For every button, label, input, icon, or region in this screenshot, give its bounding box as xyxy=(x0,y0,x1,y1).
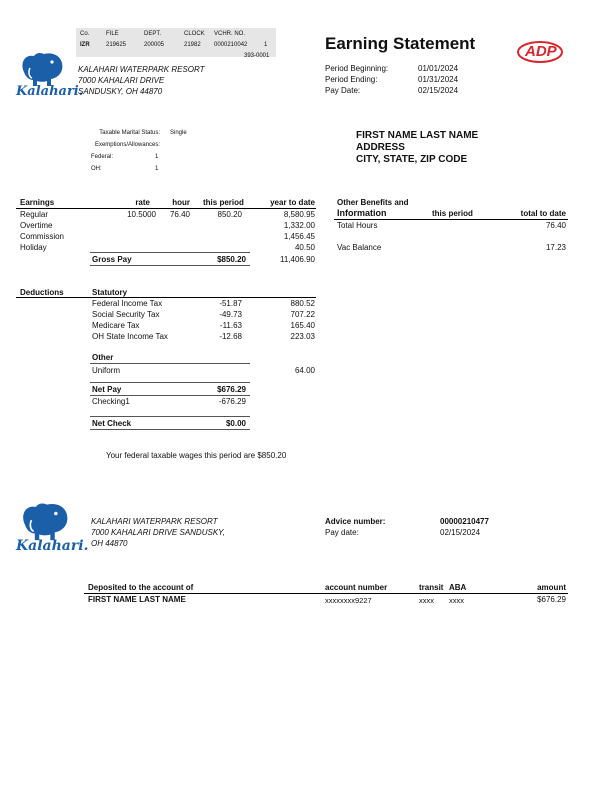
benefits-period-header: this period xyxy=(432,209,473,218)
company-name: KALAHARI WATERPARK RESORT xyxy=(78,65,205,74)
earnings-ytd: 1,332.00 xyxy=(283,221,315,230)
amount-header: amount xyxy=(537,583,566,592)
hour-header: hour xyxy=(172,198,190,207)
other-deductions-rule xyxy=(90,363,250,364)
file-value: 219625 xyxy=(106,42,127,48)
earnings-ytd: 1,456.45 xyxy=(283,232,315,241)
deduction-period: -12.68 xyxy=(219,332,242,341)
information-header: Information xyxy=(337,208,387,218)
transit-header: transit xyxy=(419,583,444,592)
deduction-period: -49.73 xyxy=(219,310,242,319)
period-beginning-value: 01/01/2024 xyxy=(418,64,459,73)
pay-date-label: Pay Date: xyxy=(325,86,361,95)
advice-company-line3: OH 44870 xyxy=(91,539,128,548)
company-address2: SANDUSKY, OH 44870 xyxy=(78,87,163,96)
benefit-label: Vac Balance xyxy=(337,243,382,252)
earnings-label: Overtime xyxy=(20,221,53,230)
earnings-label: Holiday xyxy=(20,243,47,252)
benefit-total: 76.40 xyxy=(545,221,566,230)
kalahari-logo-text: Kalahari. xyxy=(16,84,84,99)
advice-pay-date-label: Pay date: xyxy=(325,528,359,537)
deposit-header-rule xyxy=(84,593,568,594)
deduction-label: Uniform xyxy=(92,366,121,375)
period-ending-label: Period Ending: xyxy=(325,75,378,84)
gross-top-rule xyxy=(90,252,250,253)
marital-status-value: Single xyxy=(170,130,187,136)
rate-header: rate xyxy=(135,198,150,207)
earnings-label: Commission xyxy=(20,232,65,241)
deduction-ytd: 223.03 xyxy=(290,332,315,341)
statement-title: Earning Statement xyxy=(325,34,476,53)
statutory-header: Statutory xyxy=(92,288,128,297)
net-check-top-rule xyxy=(90,416,250,417)
deductions-header-rule xyxy=(16,297,316,298)
co-value: IZR xyxy=(80,42,90,48)
net-pay-bottom-rule xyxy=(90,395,250,396)
earnings-label: Regular xyxy=(20,210,49,219)
other-deductions-header: Other xyxy=(92,353,114,362)
earnings-header-rule xyxy=(16,208,316,209)
earnings-ytd: 8,580.95 xyxy=(283,210,315,219)
employee-name: FIRST NAME LAST NAME xyxy=(356,130,479,141)
employee-city: CITY, STATE, ZIP CODE xyxy=(356,154,468,165)
dept-value: 200005 xyxy=(144,42,165,48)
deduction-ytd: 880.52 xyxy=(290,299,315,308)
dept-label: DEPT. xyxy=(144,31,162,37)
period-header: this period xyxy=(203,198,244,207)
deposit-amount: $676.29 xyxy=(537,595,566,604)
federal-exemption-value: 1 xyxy=(155,154,159,160)
kalahari-logo xyxy=(16,50,84,102)
vchr-suffix: 1 xyxy=(264,42,268,48)
aba-header: ABA xyxy=(449,583,467,592)
deduction-label: Medicare Tax xyxy=(92,321,140,330)
net-pay-label: Net Pay xyxy=(92,385,122,394)
deduction-ytd: 64.00 xyxy=(294,366,315,375)
gross-bottom-rule xyxy=(90,265,250,266)
taxable-wages-note: Your federal taxable wages this period are $850.20 xyxy=(106,451,287,460)
deduction-ytd: 707.22 xyxy=(290,310,315,319)
kalahari-logo-text: Kalahari. xyxy=(16,538,89,554)
header-sub-number: 393-0001 xyxy=(244,53,270,59)
advice-company-line1: KALAHARI WATERPARK RESORT xyxy=(91,517,218,526)
other-benefits-header: Other Benefits and xyxy=(337,198,409,207)
advice-number-value: 00000210477 xyxy=(440,517,489,526)
net-check-value: $0.00 xyxy=(225,419,246,428)
net-check-label: Net Check xyxy=(92,419,132,428)
marital-status-label: Taxable Marital Status: xyxy=(99,130,160,136)
deduction-label: Social Security Tax xyxy=(92,310,160,319)
gross-pay-label: Gross Pay xyxy=(92,255,132,264)
checking-value: -676.29 xyxy=(218,397,246,406)
advice-number-label: Advice number: xyxy=(325,517,386,526)
deposit-name: FIRST NAME LAST NAME xyxy=(88,595,186,604)
kalahari-logo-advice xyxy=(16,500,89,558)
earnings-rate: 10.5000 xyxy=(127,210,156,219)
pay-date-value: 02/15/2024 xyxy=(418,86,459,95)
oh-exemption-label: OH: xyxy=(91,166,102,172)
gross-pay-period: $850.20 xyxy=(217,255,246,264)
file-label: FILE xyxy=(106,31,119,37)
exemptions-label: Exemptions/Allowances: xyxy=(94,142,160,148)
earnings-header: Earnings xyxy=(20,198,55,207)
vchr-label: VCHR. NO. xyxy=(214,31,246,37)
co-label: Co. xyxy=(80,31,90,37)
ytd-header: year to date xyxy=(270,198,315,207)
account-number-header: account number xyxy=(325,583,388,592)
net-pay-value: $676.29 xyxy=(217,385,246,394)
advice-pay-date-value: 02/15/2024 xyxy=(440,528,481,537)
deduction-ytd: 165.40 xyxy=(290,321,315,330)
adp-logo xyxy=(517,41,563,63)
net-check-bottom-rule xyxy=(90,429,250,430)
earnings-period: 850.20 xyxy=(217,210,242,219)
deduction-period: -51.87 xyxy=(219,299,242,308)
deposit-account-of-header: Deposited to the account of xyxy=(88,583,194,592)
period-ending-value: 01/31/2024 xyxy=(418,75,459,84)
deposit-transit: xxxx xyxy=(419,596,434,605)
clock-value: 21982 xyxy=(184,42,201,48)
benefit-total: 17.23 xyxy=(545,243,566,252)
deposit-account-number: xxxxxxxx9227 xyxy=(325,596,372,605)
deduction-label: Federal Income Tax xyxy=(92,299,163,308)
oh-exemption-value: 1 xyxy=(155,166,159,172)
period-beginning-label: Period Beginning: xyxy=(325,64,389,73)
deposit-aba: xxxx xyxy=(449,596,464,605)
deductions-header: Deductions xyxy=(20,288,64,297)
deduction-period: -11.63 xyxy=(219,321,242,330)
checking-label: Checking1 xyxy=(92,397,130,406)
earnings-hour: 76.40 xyxy=(169,210,190,219)
company-address1: 7000 KAHALARI DRIVE xyxy=(78,76,165,85)
earnings-ytd: 40.50 xyxy=(294,243,315,252)
benefit-label: Total Hours xyxy=(337,221,378,230)
employee-address: ADDRESS xyxy=(356,142,405,153)
advice-company-line2: 7000 KAHALARI DRIVE SANDUSKY, xyxy=(91,528,225,537)
benefits-total-header: total to date xyxy=(520,209,566,218)
vchr-value: 0000210042 xyxy=(214,42,248,48)
net-pay-top-rule xyxy=(90,382,250,383)
adp-logo-text: ADP xyxy=(525,43,557,60)
federal-exemption-label: Federal: xyxy=(91,154,114,160)
deduction-label: OH State Income Tax xyxy=(92,332,168,341)
clock-label: CLOCK xyxy=(184,31,205,37)
gross-pay-ytd: 11,406.90 xyxy=(280,255,315,264)
benefits-header-rule xyxy=(334,219,568,220)
